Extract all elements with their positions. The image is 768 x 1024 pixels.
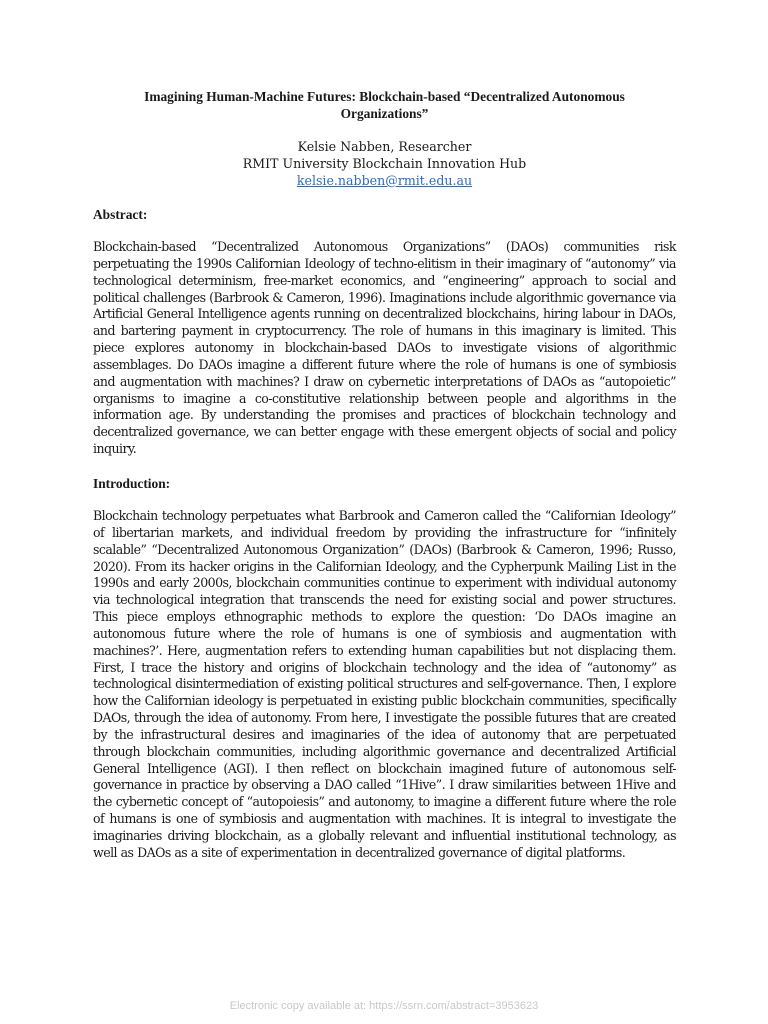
- paper-page: [93, 88, 676, 862]
- ssrn-footer: Electronic copy available at: https://ssrn.com/abstract=3953623: [229, 1000, 539, 1012]
- paper-title: Imagining Human-Machine Futures: Blockchain-based “Decentralized Autonomous Organizations”: [144, 89, 625, 121]
- introduction-paragraph: Blockchain technology perpetuates what Barbrook and Cameron called the “Californian Ideology” of libertarian markets, and individual freedom by providing the infrastructure for “infinitely scalable” “Decentralized Autonomous Organization” (DAOs) (Barbrook & Cameron, 1996; Russo, 2020). From its hacker origins in the Californian Ideology, and the Cypherpunk Mailing List in the 1990s and early 2000s, blockchain communities continue to experiment with individual autonomy via technological integration that transcends the need for existing social and power structures. This piece employs ethnographic methods to explore the question: ‘Do DAOs imagine an autonomous future where the role of humans is one of symbiosis and augmentation with machines?’. Here, augmentation refers to extending human capabilities but not displacing them. First, I trace the history and origins of blockchain technology and the idea of “autonomy” as technological disintermediation of existing political structures and self-governance. Then, I explore how the Californian ideology is perpetuated in existing public blockchain communities, specifically DAOs, through the idea of autonomy. From here, I investigate the possible futures that are created by the infrastructural desires and imaginaries of the idea of autonomy that are perpetuated through blockchain communities, including algorithmic governance and decentralized Artificial General Intelligence (AGI). I then reflect on blockchain imagined future of autonomous self-governance in practice by observing a DAO called “1Hive”. I draw similarities between 1Hive and the cybernetic concept of “autopoiesis” and autonomy, to imagine a different future where the role of humans is one of symbiosis and augmentation with machines. It is integral to investigate the imaginaries driving blockchain, as a globally relevant and influential institutional technology, as well as DAOs as a site of experimentation in decentralized governance of digital platforms.: [93, 507, 676, 860]
- introduction-heading: Introduction:: [93, 475, 171, 491]
- abstract-heading: Abstract:: [93, 207, 148, 222]
- author-email-link[interactable]: kelsie.nabben@rmit.edu.au: [296, 173, 473, 188]
- author-affiliation: RMIT University Blockchain Innovation Hub: [242, 156, 527, 171]
- abstract-paragraph: Blockchain-based “Decentralized Autonomous Organizations” (DAOs) communities risk perpetuating the 1990s Californian Ideology of techno-elitism in their imaginary of “autonomy” via technological determinism, free-market economics, and “engineering” approach to social and political challenges (Barbrook & Cameron, 1996). Imaginations include algorithmic governance via Artificial General Intelligence agents running on decentralized blockchains, hiring labour in DAOs, and bartering payment in cryptocurrency. The role of humans in this imaginary is limited. This piece explores autonomy in blockchain-based DAOs to investigate visions of algorithmic assemblages. Do DAOs imagine a different future where the role of humans is one of symbiosis and augmentation with machines? I draw on cybernetic interpretations of DAOs as “autopoietic” organisms to imagine a co-constitutive relationship between people and algorithms in the information age. By understanding the promises and practices of blockchain technology and decentralized governance, we can better engage with these emergent objects of social and policy inquiry.: [93, 239, 676, 457]
- author-block: [93, 138, 676, 189]
- author-name: Kelsie Nabben, Researcher: [297, 139, 472, 154]
